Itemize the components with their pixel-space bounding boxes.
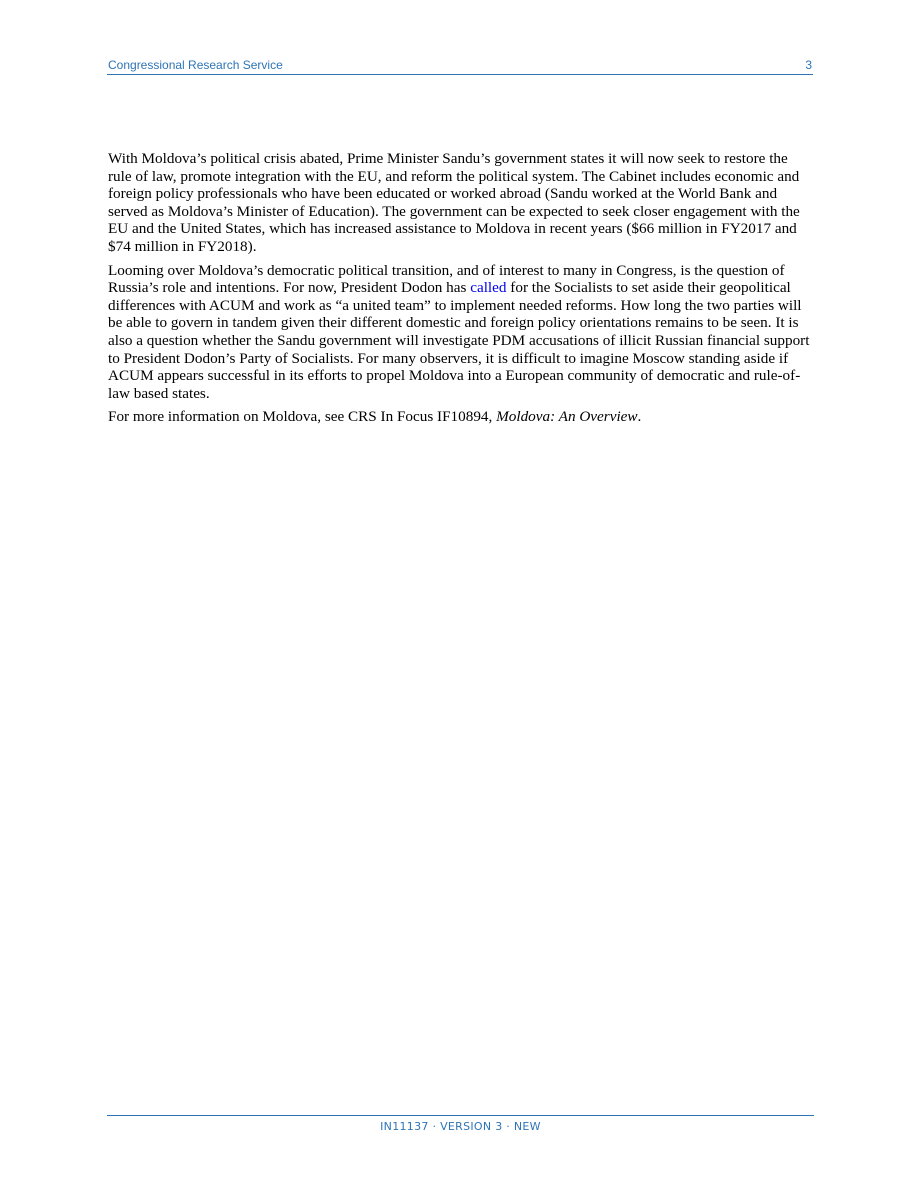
page-header [107, 58, 813, 75]
paragraph-1: With Moldova’s political crisis abated, Prime Minister Sandu’s government states it will now seek to restore the rule of law, promote integration with the EU, and reform the political system. The Cabinet includes economic and foreign policy professionals who have been educated or worked abroad (Sandu worked at the World Bank and served as Moldova’s Minister of Education). The government can be expected to seek closer engagement with the EU and the United States, which has increased assistance to Moldova in recent years ($66 million in FY2017 and $74 million in FY2018). [108, 150, 800, 255]
paragraph-2 [108, 262, 814, 403]
paragraph-2-text-end: for the Socialists to set aside their geopolitical differences with ACUM and work as “a united team” to implement needed reforms. How long the two parties will be able to govern in tandem given their different domestic and foreign policy orientations remains to be seen. It is also a question whether the Sandu government will investigate PDM accusations of illicit Russian financial support to President Dodon’s Party of Socialists. For many observers, it is difficult to imagine Moscow standing aside if ACUM appears successful in its efforts to propel Moldova into a European community of democratic and rule-of-law based states. [108, 279, 810, 402]
report-title: Moldova: An Overview [496, 408, 638, 426]
footer-rule [107, 1115, 814, 1116]
paragraph-2-text-start: Looming over Moldova’s democratic political transition, and of interest to many in Congress, is the question of Russia’s role and intentions. For now, President Dodon has [108, 261, 785, 297]
paragraph-3-text-start: For more information on Moldova, see CRS In Focus IF10894, [108, 408, 497, 426]
footer-report-id: IN11137 · VERSION 3 · NEW [380, 1120, 541, 1133]
called-link[interactable]: called [470, 279, 507, 297]
document-body [108, 150, 814, 432]
paragraph-3 [108, 408, 814, 426]
paragraph-3-text-end: . [637, 408, 642, 426]
header-org-name: Congressional Research Service [108, 58, 283, 72]
header-page-number: 3 [805, 58, 812, 72]
